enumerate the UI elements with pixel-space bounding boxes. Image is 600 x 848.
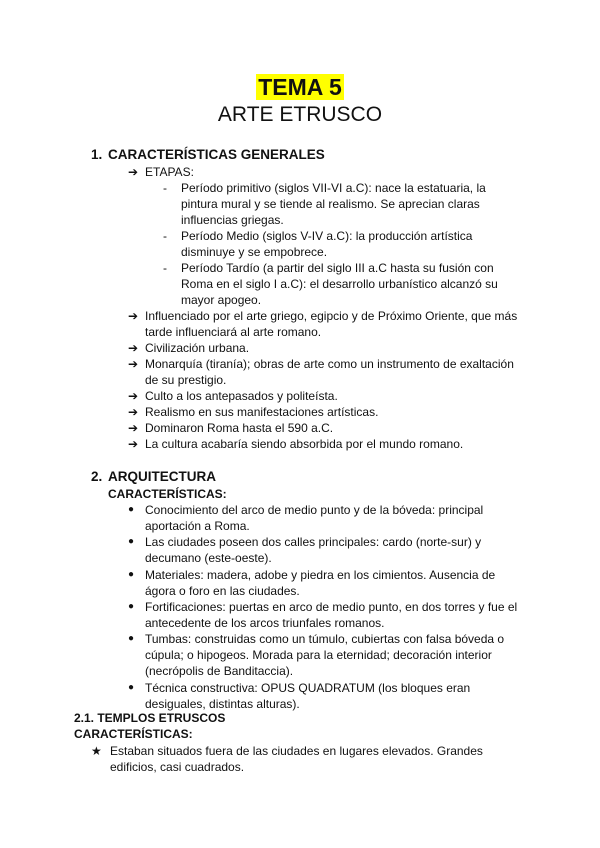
list-item-line: Conocimiento del arco de medio punto y de la bóveda: principal xyxy=(145,503,484,517)
list-item-line: Estaban situados fuera de las ciudades en lugares elevados. Grandes xyxy=(110,744,483,758)
page-subtitle: ARTE ETRUSCO xyxy=(217,103,383,126)
section21-subheading: CARACTERÍSTICAS: xyxy=(74,727,193,741)
dash-marker: - xyxy=(163,229,167,243)
arrow-marker: ➔ xyxy=(128,437,139,451)
stage-line: Período primitivo (siglos VII-VI a.C): nace la estatuaria, la xyxy=(181,181,486,195)
list-item-line: edificios, casi cuadrados. xyxy=(110,760,245,774)
bullet-marker: ● xyxy=(128,633,135,644)
bullet-marker: ● xyxy=(128,504,135,515)
bullet-marker: ● xyxy=(128,682,135,693)
list-item-line: aportación a Roma. xyxy=(145,519,250,533)
list-item-line: desiguales, distintas alturas). xyxy=(145,697,300,711)
arrow-marker: ➔ xyxy=(128,165,139,179)
arrow-marker: ➔ xyxy=(128,405,139,419)
list-item-line: (necrópolis de Banditaccia). xyxy=(145,664,294,678)
list-item-line: Culto a los antepasados y politeísta. xyxy=(145,389,338,403)
stage-line: pintura mural y se tiende al realismo. Se aprecian claras xyxy=(181,197,480,211)
stage-line: Período Medio (siglos V-IV a.C): la producción artística xyxy=(181,229,473,243)
dash-marker: - xyxy=(163,261,167,275)
list-item-line: Civilización urbana. xyxy=(145,341,250,355)
bullet-marker: ● xyxy=(128,569,135,580)
section2-number: 2. xyxy=(91,469,103,484)
list-item-line: Materiales: madera, adobe y piedra en los cimientos. Ausencia de xyxy=(145,568,496,582)
list-item-line: Monarquía (tiranía); obras de arte como un instrumento de exaltación xyxy=(145,357,514,371)
arrow-marker: ➔ xyxy=(128,357,139,371)
section1-heading: CARACTERÍSTICAS GENERALES xyxy=(108,147,325,162)
list-item-line: Fortificaciones: puertas en arco de medio punto, en dos torres y fue el xyxy=(145,600,518,614)
list-item-line: Realismo en sus manifestaciones artísticas. xyxy=(145,405,379,419)
stage-line: disminuye y se empobrece. xyxy=(181,245,328,259)
list-item-line: La cultura acabaría siendo absorbida por el mundo romano. xyxy=(145,437,464,451)
arrow-marker: ➔ xyxy=(128,389,139,403)
bullet-marker: ● xyxy=(128,601,135,612)
section1-number: 1. xyxy=(91,147,103,162)
etapas-label: ETAPAS: xyxy=(145,165,194,179)
list-item-line: Tumbas: construidas como un túmulo, cubiertas con falsa bóveda o xyxy=(145,632,505,646)
list-item-line: tarde influenciará al arte romano. xyxy=(145,325,322,339)
arrow-marker: ➔ xyxy=(128,421,139,435)
star-marker: ★ xyxy=(91,744,102,758)
bullet-marker: ● xyxy=(128,536,135,547)
list-item-line: Influenciado por el arte griego, egipcio y de Próximo Oriente, que más xyxy=(145,309,518,323)
section2-heading: ARQUITECTURA xyxy=(108,469,216,484)
stage-line: Roma en el siglo I a.C): el desarrollo urbanístico alcanzó su xyxy=(181,277,498,291)
list-item-line: de su prestigio. xyxy=(145,373,227,387)
list-item-line: antecedente de los arcos triunfales romanos. xyxy=(145,616,385,630)
list-item-line: ágora o foro en las ciudades. xyxy=(145,584,300,598)
list-item-line: Las ciudades poseen dos calles principales: cardo (norte-sur) y xyxy=(145,535,482,549)
arrow-marker: ➔ xyxy=(128,309,139,323)
stage-line: influencias griegas. xyxy=(181,213,284,227)
list-item-line: cúpula; o hipogeos. Morada para la eternidad; decoración interior xyxy=(145,648,492,662)
arrow-marker: ➔ xyxy=(128,341,139,355)
page-title: TEMA 5 xyxy=(258,74,342,100)
list-item-line: Dominaron Roma hasta el 590 a.C. xyxy=(145,421,334,435)
section2-subheading: CARACTERÍSTICAS: xyxy=(108,487,227,501)
dash-marker: - xyxy=(163,181,167,195)
title-wrap xyxy=(0,74,600,100)
list-item-line: Técnica constructiva: OPUS QUADRATUM (los bloques eran xyxy=(145,681,471,695)
section21-heading: 2.1. TEMPLOS ETRUSCOS xyxy=(74,711,226,725)
stage-line: Período Tardío (a partir del siglo III a.C hasta su fusión con xyxy=(181,261,494,275)
stage-line: mayor apogeo. xyxy=(181,293,262,307)
list-item-line: decumano (este-oeste). xyxy=(145,551,272,565)
